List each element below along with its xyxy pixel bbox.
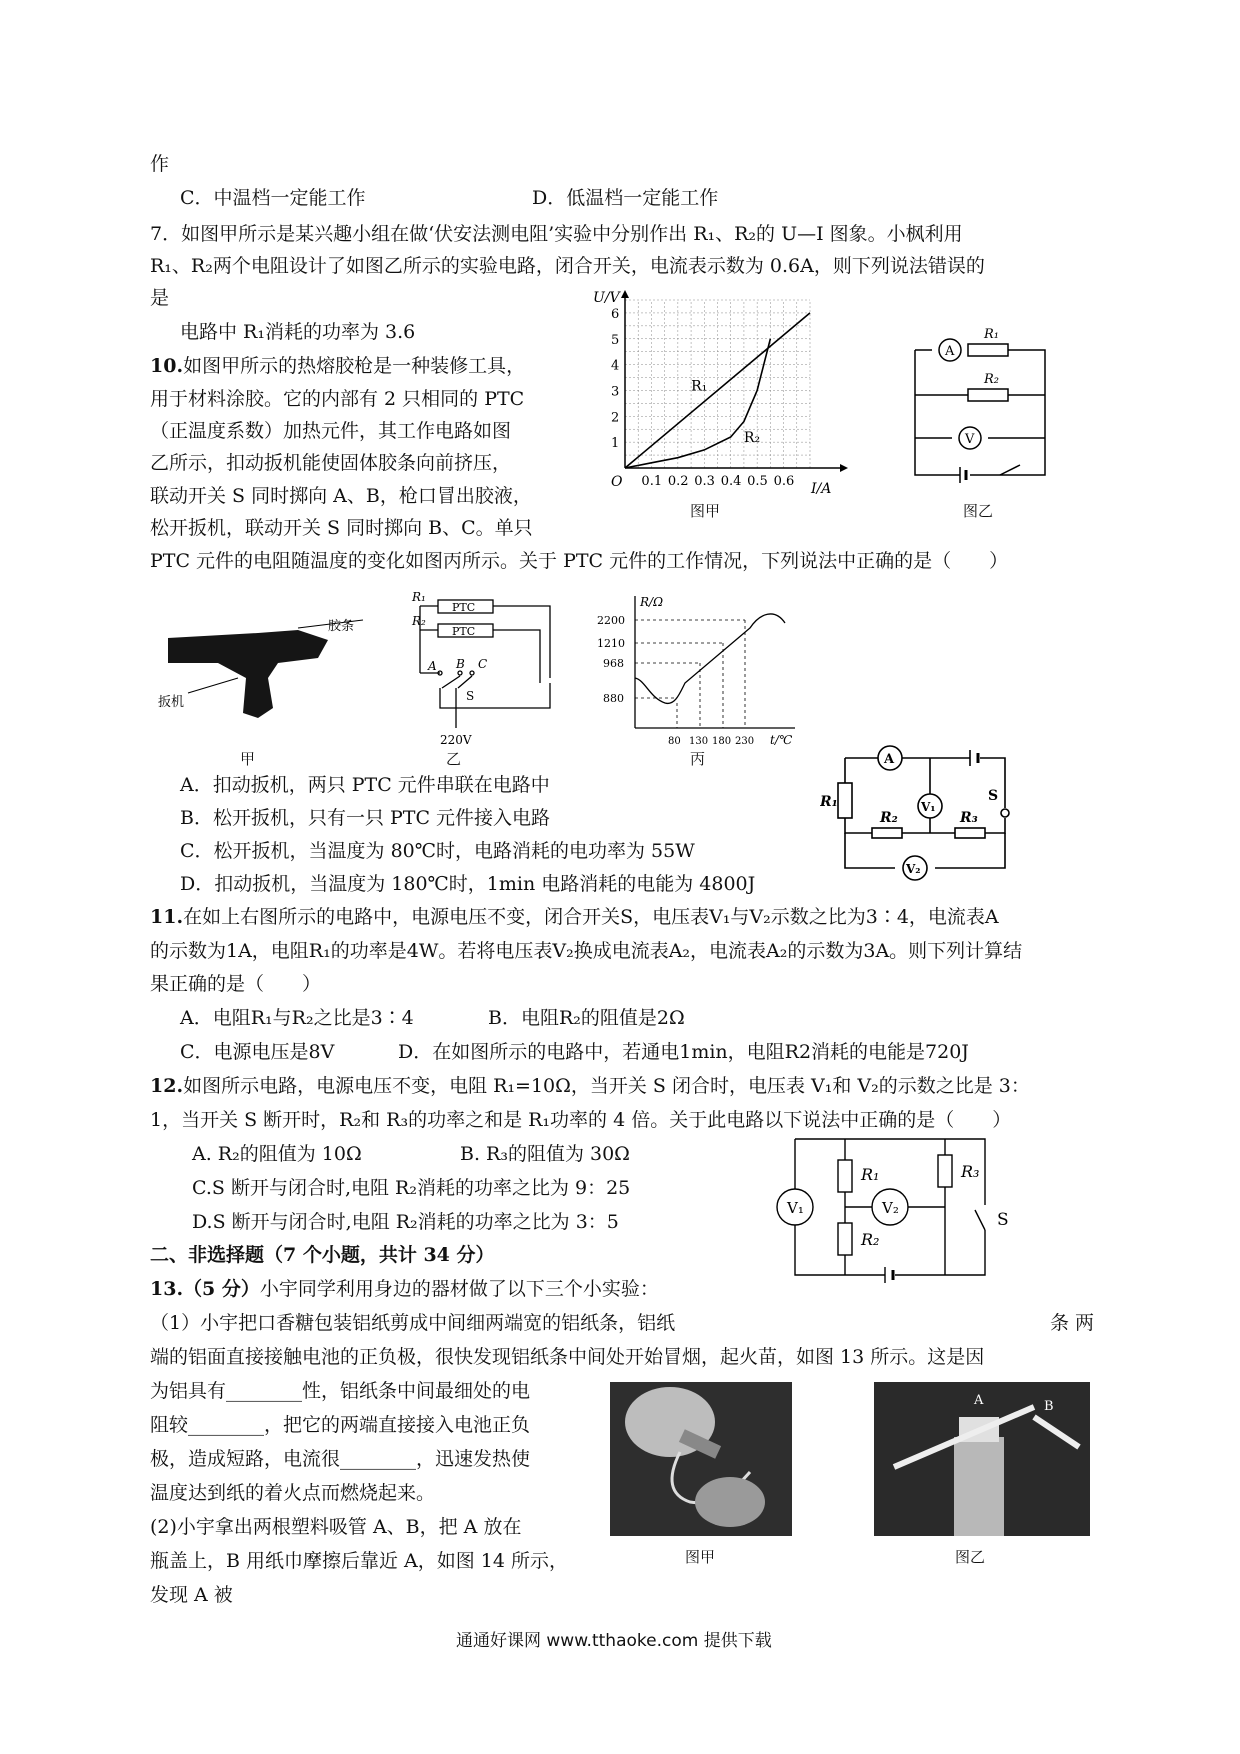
glue-stick-label: 胶条 [328, 619, 355, 634]
r2-label: R₂ [984, 372, 999, 387]
y-tick: 1 [611, 436, 620, 452]
text-line: （正温度系数）加热元件，其工作电路如图 [150, 420, 512, 442]
question-text: 在如上右图所示的电路中，电源电压不变，闭合开关S，电压表V₁与V₂示数之比为3∶4，电流表A [183, 906, 999, 928]
straw-b-label: B [1044, 1399, 1054, 1414]
text-line: 果正确的是（ ） [150, 973, 322, 995]
v1-label: V₁ [921, 800, 936, 814]
contact-b-label: B [456, 657, 465, 671]
option-c: C.S 断开与闭合时,电阻 R₂消耗的功率之比为 9：25 [192, 1177, 631, 1199]
r1-label: R₁ [861, 1165, 880, 1184]
option-a: A. R₂的阻值为 10Ω [192, 1143, 362, 1165]
option-a: A．扣动扳机，两只 PTC 元件串联在电路中 [180, 774, 550, 796]
r1-label: R₁ [412, 590, 426, 604]
y-axis-label: U/V [593, 290, 620, 306]
option-b: B．松开扳机，只有一只 PTC 元件接入电路 [180, 807, 551, 829]
question-11 [150, 905, 999, 929]
text-line: PTC 元件的电阻随温度的变化如图丙所示。关于 PTC 元件的工作情况，下列说法中正确的是（ ） [150, 550, 1009, 572]
v2-label: V₂ [882, 1199, 899, 1217]
x-tick: 0.6 [773, 474, 795, 489]
text-line: 为铝具有________性，铝纸条中间最细处的电 [150, 1380, 531, 1402]
option-b: B. R₃的阻值为 30Ω [460, 1143, 630, 1165]
series-label: R₂ [743, 430, 761, 447]
figure-caption: 乙 [446, 750, 462, 768]
option-d: D．低温档一定能工作 [532, 187, 719, 209]
contact-c-label: C [478, 657, 488, 671]
r2-label: R₂ [861, 1230, 880, 1249]
y-tick: 2200 [597, 614, 625, 627]
x-tick: 230 [735, 736, 755, 747]
text-line: 温度达到纸的着火点而燃烧起来。 [150, 1482, 436, 1504]
origin-label: O [611, 474, 623, 490]
question-number: 12. [150, 1075, 184, 1097]
option-d: D.S 断开与闭合时,电阻 R₂消耗的功率之比为 3：5 [192, 1211, 619, 1233]
y-tick: 880 [603, 692, 624, 705]
x-tick: 0.4 [720, 474, 742, 489]
series-label: R₁ [691, 378, 708, 395]
figure-caption: 图乙 [963, 502, 994, 520]
r1-label: R₁ [984, 327, 999, 342]
question-number: 10. [150, 355, 184, 377]
x-axis-label: t/℃ [770, 733, 793, 747]
option-a: A．电阻R₁与R₂之比是3∶4 [180, 1007, 414, 1029]
option-c: C．松开扳机，当温度为 80℃时，电路消耗的电功率为 55W [180, 840, 695, 862]
ammeter-label: A [945, 344, 955, 359]
circuit-12 [765, 1125, 1025, 1290]
glue-gun-image [148, 618, 378, 748]
ptc1-label: PTC [452, 601, 476, 614]
voltmeter-label: V [965, 432, 975, 447]
question-10 [150, 354, 525, 378]
text-line: （1）小宇把口香糖包装铝纸剪成中间细两端宽的铝纸条，铝纸 [150, 1312, 676, 1334]
question-number: 11. [150, 906, 184, 928]
voltage-label: 220V [440, 733, 472, 747]
r3-label: R₃ [961, 1162, 980, 1181]
x-tick: 0.3 [694, 474, 715, 489]
figure-caption: 图甲 [685, 1548, 716, 1566]
x-tick: 0.5 [747, 474, 768, 489]
r2-label: R₂ [880, 810, 898, 826]
question-text: 小宇同学利用身边的器材做了以下三个小实验： [259, 1278, 659, 1300]
text-line: (2)小宇拿出两根塑料吸管 A、B，把 A 放在 [150, 1516, 522, 1538]
option-c: C．电源电压是8V [180, 1041, 335, 1063]
figure-caption: 甲 [240, 750, 256, 768]
r2-label: R₂ [412, 614, 426, 628]
figure-caption: 丙 [690, 750, 706, 768]
aluminum-foil-photo [610, 1382, 792, 1536]
question-7: 7．如图甲所示是某兴趣小组在做‘伏安法测电阻’实验中分别作出 R₁、R₂的 U—I 图象。小枫利用 [150, 223, 963, 245]
y-tick: 3 [611, 384, 620, 400]
figure-caption: 图甲 [690, 502, 721, 520]
x-tick: 130 [689, 736, 709, 747]
r1-label: R₁ [820, 794, 838, 810]
question-text: 如图所示电路，电源电压不变，电阻 R₁=10Ω，当开关 S 闭合时，电压表 V₁和 V₂的示数之比是 3： [183, 1075, 1030, 1097]
section-heading: 二、非选择题（7 个小题，共计 34 分） [150, 1244, 495, 1266]
v1-label: V₁ [787, 1199, 804, 1217]
question-number: 13.（5 分） [150, 1278, 260, 1300]
switch-label: S [988, 788, 999, 804]
text-line: 1，当开关 S 断开时，R₂和 R₃的功率之和是 R₁功率的 4 倍。关于此电路以下说法中正确的是（ ） [150, 1109, 1012, 1131]
text-line: 联动开关 S 同时掷向 A、B，枪口冒出胶液， [150, 485, 532, 507]
text-line: 条 两 [1050, 1312, 1095, 1334]
y-tick: 5 [611, 332, 620, 348]
circuit-11 [820, 738, 1020, 883]
option-c: C．中温档一定能工作 [180, 187, 366, 209]
text-line: 是 [150, 287, 170, 309]
r-t-graph [585, 588, 805, 748]
text-line: 极，造成短路，电流很________，迅速发热使 [150, 1448, 531, 1470]
y-tick: 1210 [597, 637, 625, 650]
x-tick: 180 [712, 736, 732, 747]
text-line: 阻较________，把它的两端直接接入电池正负 [150, 1414, 531, 1436]
text-line: R₁、R₂两个电阻设计了如图乙所示的实验电路，闭合开关，电流表示数为 0.6A，则下列说法错误的 [150, 255, 985, 277]
text-line: 作 [150, 153, 170, 175]
page-footer: 通通好课网 www.tthaoke.com 提供下载 [456, 1631, 772, 1651]
text-line: 发现 A 被 [150, 1584, 233, 1606]
option-d: D．扣动扳机，当温度为 180℃时，1min 电路消耗的电能为 4800J [180, 873, 756, 895]
question-12 [150, 1074, 1030, 1098]
y-tick: 968 [603, 657, 624, 670]
y-tick: 6 [611, 306, 620, 322]
u-i-graph [585, 288, 855, 498]
ammeter-label: A [884, 752, 895, 767]
text-line: 松开扳机，联动开关 S 同时掷向 B、C。单只 [150, 517, 533, 539]
option-d: D．在如图所示的电路中，若通电1min，电阻R2消耗的电能是720J [398, 1041, 969, 1063]
text-line: 的示数为1A，电阻R₁的功率是4W。若将电压表V₂换成电流表A₂，电流表A₂的示数为3A。则下列计算结 [150, 940, 1023, 962]
switch-label: S [997, 1210, 1009, 1230]
v2-label: V₂ [906, 862, 921, 876]
y-axis-label: R/Ω [640, 595, 664, 609]
text-line: 用于材料涂胶。它的内部有 2 只相同的 PTC [150, 388, 525, 410]
text-line: 乙所示，扣动扳机能使固体胶条向前挤压， [150, 452, 512, 474]
option-b: B．电阻R₂的阻值是2Ω [488, 1007, 685, 1029]
x-tick: 80 [668, 736, 681, 747]
text-line: 电路中 R₁消耗的功率为 3.6 [180, 321, 416, 343]
x-tick: 0.1 [641, 474, 663, 489]
text-line: 瓶盖上，B 用纸巾摩擦后靠近 A，如图 14 所示， [150, 1550, 569, 1572]
switch-label: S [466, 689, 475, 703]
ptc-circuit [400, 588, 575, 748]
trigger-label: 扳机 [158, 695, 185, 710]
figure-caption: 图乙 [955, 1548, 986, 1566]
question-13 [150, 1277, 659, 1301]
y-tick: 2 [611, 410, 620, 426]
x-axis-label: I/A [811, 481, 832, 497]
question-text: 如图甲所示的热熔胶枪是一种装修工具， [183, 355, 526, 377]
contact-a-label: A [428, 659, 437, 673]
r3-label: R₃ [960, 810, 978, 826]
straws-photo [874, 1382, 1090, 1536]
y-tick: 4 [611, 358, 620, 374]
x-tick: 0.2 [667, 474, 689, 489]
text-line: 端的铝面直接接触电池的正负极，很快发现铝纸条中间处开始冒烟，起火苗，如图 13 所示。这是因 [150, 1346, 985, 1368]
straw-a-label: A [974, 1393, 984, 1408]
circuit-7b [900, 320, 1060, 500]
ptc2-label: PTC [452, 625, 476, 638]
